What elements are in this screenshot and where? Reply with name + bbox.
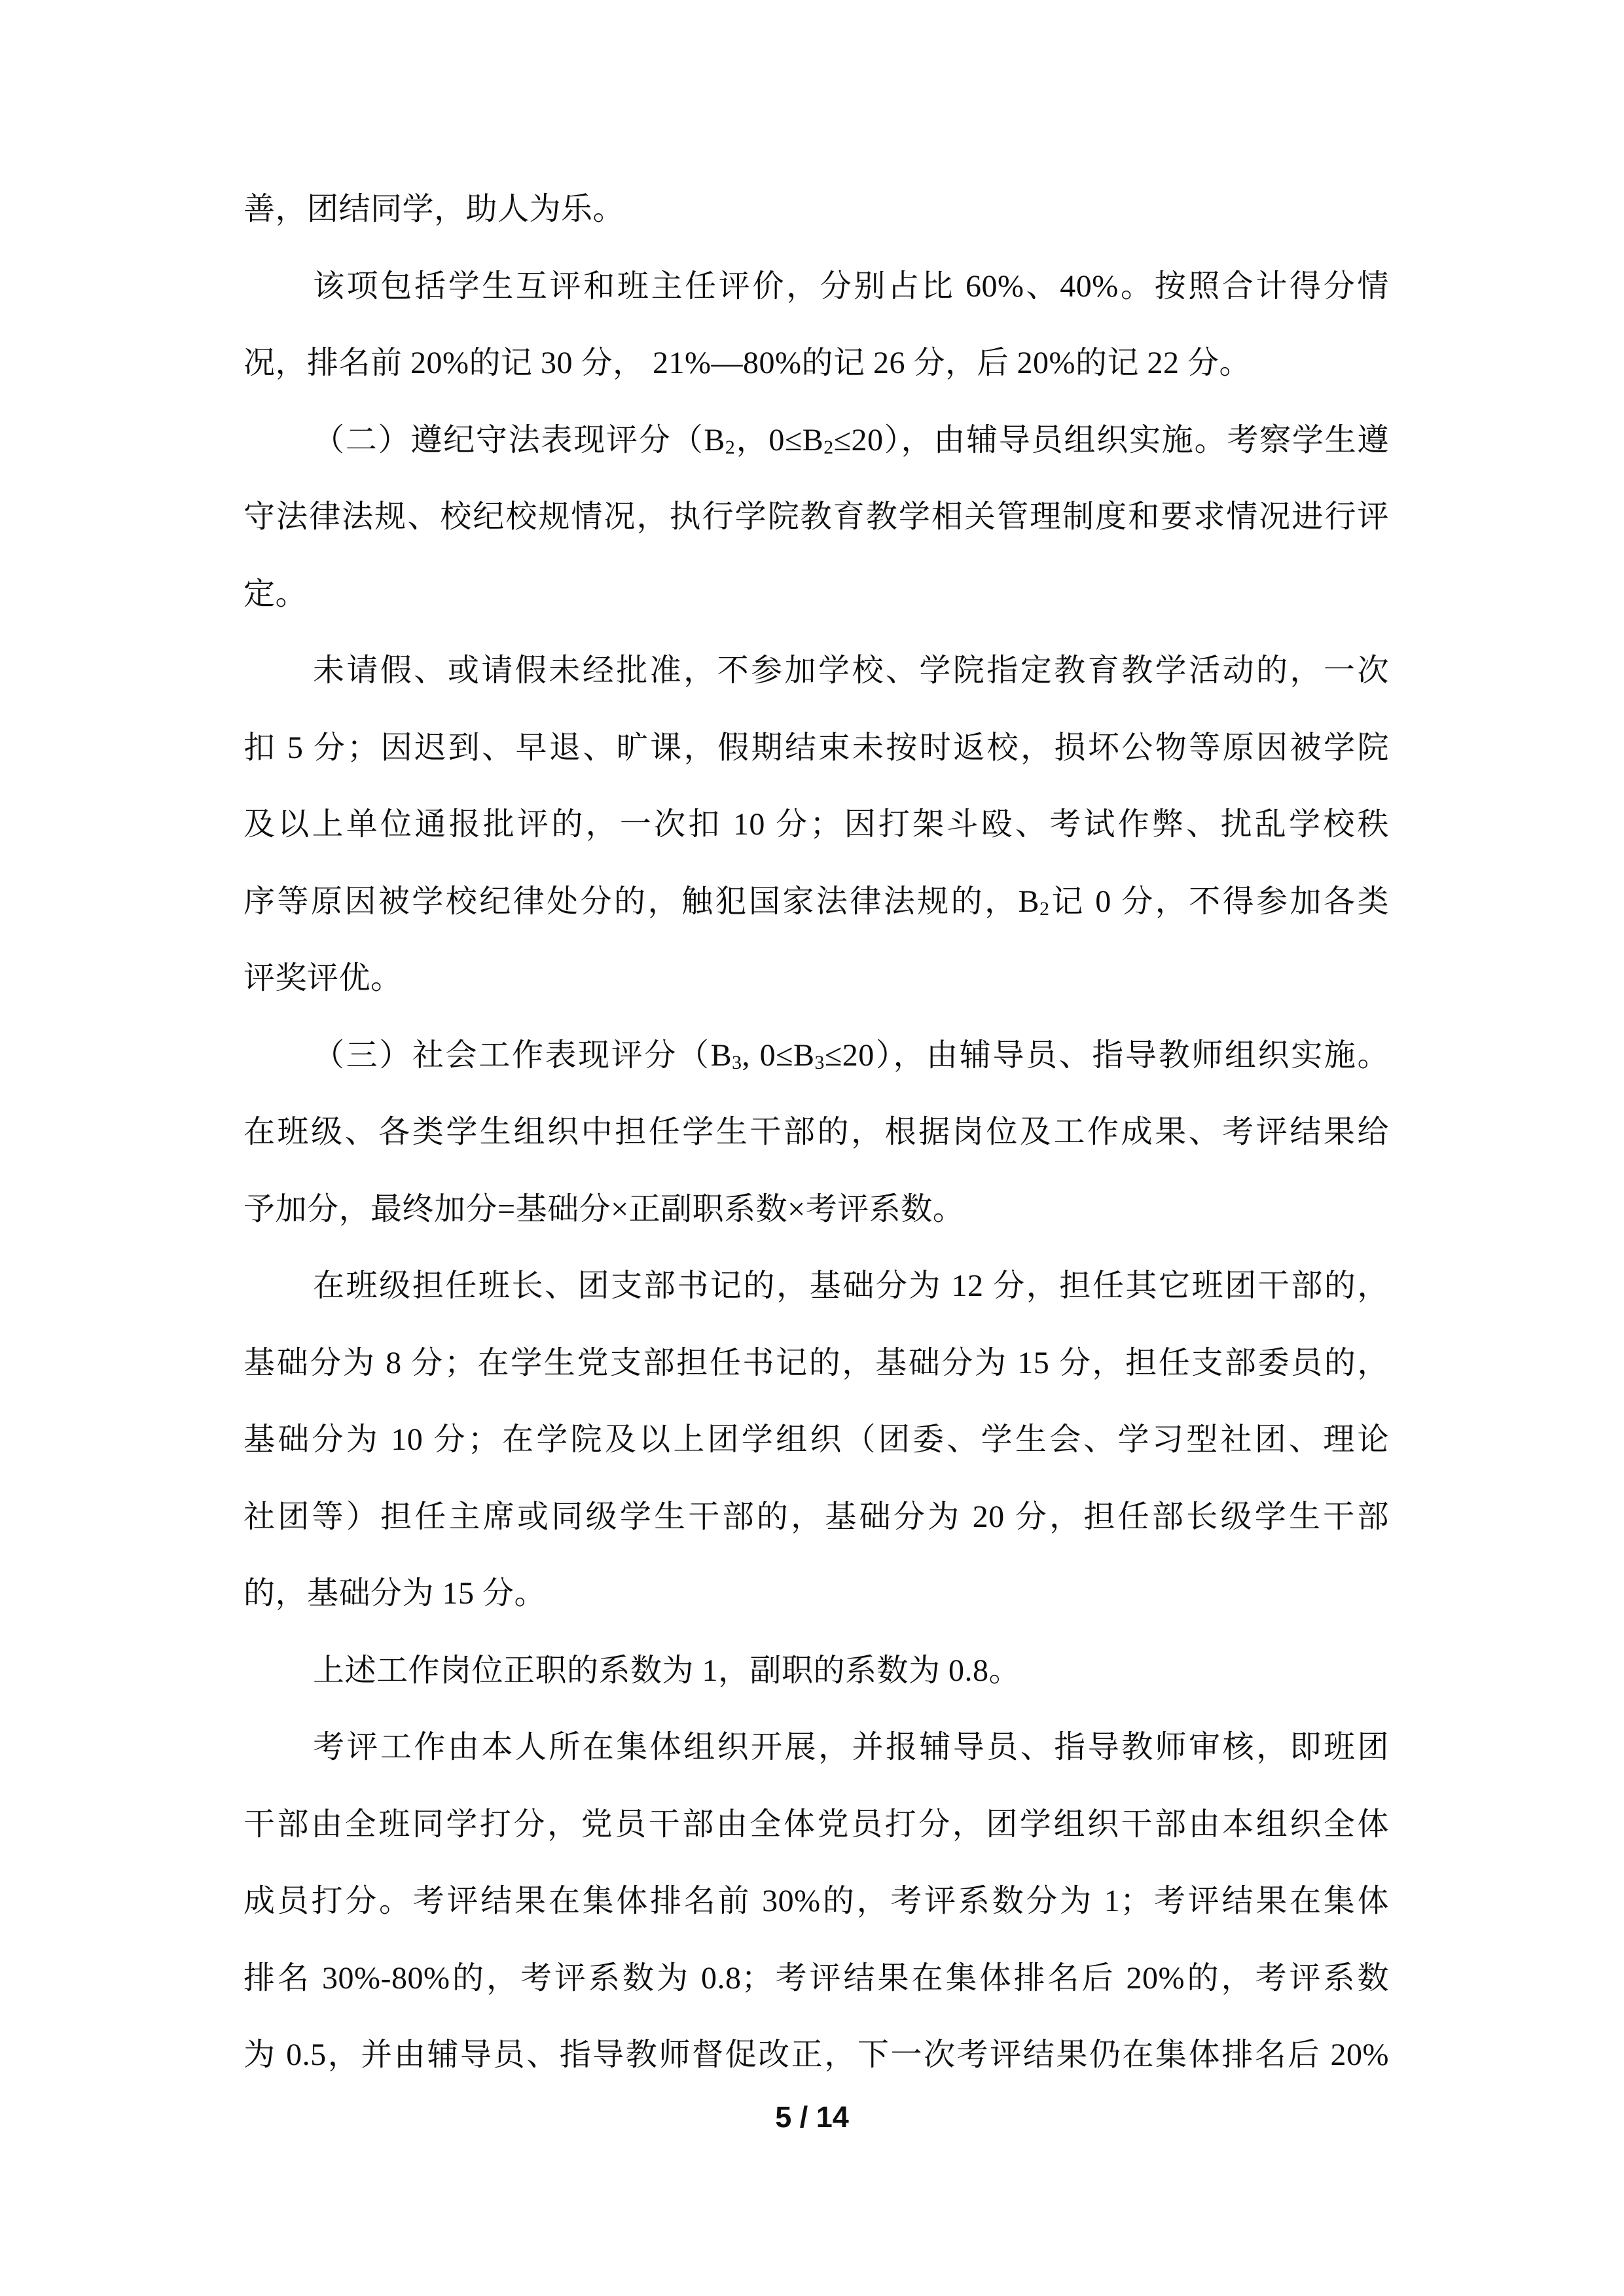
text-line: 予加分，最终加分=基础分×正副职系数×考评系数。 bbox=[244, 1191, 965, 1227]
text-segment: （三）社会工作表现评分（B bbox=[313, 1037, 732, 1073]
text-line: 评奖评优。 bbox=[244, 961, 403, 996]
text-segment: ，0≤B bbox=[735, 422, 824, 457]
text-line: 扣 5 分；因迟到、早退、旷课，假期结束未按时返校，损坏公物等原因被学院 bbox=[244, 730, 1389, 765]
text-line: 成员打分。考评结果在集体排名前 30%的，考评系数分为 1；考评结果在集体 bbox=[244, 1884, 1389, 1918]
text-segment: ≤20），由辅导员组织实施。考察学生遵 bbox=[833, 422, 1389, 457]
subscript-digit: 3 bbox=[732, 1051, 742, 1073]
text-line: 基础分为 10 分；在学院及以上团学组织（团委、学生会、学习型社团、理论 bbox=[244, 1422, 1389, 1457]
text-line: 上述工作岗位正职的系数为 1，副职的系数为 0.8。 bbox=[313, 1653, 1021, 1688]
text-segment: , 0≤B bbox=[742, 1037, 815, 1073]
text-segment: 记 0 分，不得参加各类 bbox=[1049, 884, 1389, 919]
text-line: 的，基础分为 15 分。 bbox=[244, 1576, 547, 1611]
text-line: 排名 30%-80%的，考评系数为 0.8；考评结果在集体排名后 20%的，考评系数 bbox=[244, 1960, 1389, 1996]
text-line: 未请假、或请假未经批准，不参加学校、学院指定教育教学活动的，一次 bbox=[313, 653, 1389, 688]
text-line: 守法律法规、校纪校规情况，执行学院教育教学相关管理制度和要求情况进行评 bbox=[244, 499, 1389, 534]
text-line: 在班级、各类学生组织中担任学生干部的，根据岗位及工作成果、考评结果给 bbox=[244, 1115, 1389, 1149]
subscript-digit: 2 bbox=[1039, 897, 1050, 920]
text-line: 该项包括学生互评和班主任评价，分别占比 60%、40%。按照合计得分情 bbox=[313, 268, 1389, 304]
document-body bbox=[244, 171, 1389, 2094]
text-line bbox=[244, 863, 1389, 941]
subscript-digit: 2 bbox=[823, 436, 834, 458]
subscript-digit: 3 bbox=[814, 1051, 825, 1073]
text-line: 善，团结同学，助人为乐。 bbox=[244, 192, 625, 226]
text-segment: 序等原因被学校纪律处分的，触犯国家法律法规的，B bbox=[244, 884, 1040, 919]
text-line: 考评工作由本人所在集体组织开展，并报辅导员、指导教师审核，即班团 bbox=[313, 1730, 1389, 1765]
text-line bbox=[244, 402, 1389, 479]
text-line: 基础分为 8 分；在学生党支部担任书记的，基础分为 15 分，担任支部委员的， bbox=[244, 1345, 1389, 1380]
text-segment: ≤20），由辅导员、指导教师组织实施。 bbox=[824, 1037, 1389, 1073]
text-line: 况，排名前 20%的记 30 分， 21%—80%的记 26 分，后 20%的记 22 分。 bbox=[244, 346, 1251, 380]
text-line: 定。 bbox=[244, 576, 308, 611]
text-line bbox=[244, 1017, 1389, 1094]
text-line: 社团等）担任主席或同级学生干部的，基础分为 20 分，担任部长级学生干部 bbox=[244, 1499, 1389, 1534]
page-footer bbox=[0, 2094, 1624, 2140]
page-number: 5 / 14 bbox=[775, 2100, 849, 2134]
text-line: 及以上单位通报批评的，一次扣 10 分；因打架斗殴、考试作弊、扰乱学校秩 bbox=[244, 807, 1389, 842]
text-line: 在班级担任班长、团支部书记的，基础分为 12 分，担任其它班团干部的， bbox=[313, 1268, 1389, 1303]
subscript-digit: 2 bbox=[725, 436, 736, 458]
text-line: 干部由全班同学打分，党员干部由全体党员打分，团学组织干部由本组织全体 bbox=[244, 1806, 1389, 1842]
text-segment: （二）遵纪守法表现评分（B bbox=[313, 422, 725, 457]
text-line: 为 0.5，并由辅导员、指导教师督促改正，下一次考评结果仍在集体排名后 20% bbox=[244, 2037, 1389, 2072]
